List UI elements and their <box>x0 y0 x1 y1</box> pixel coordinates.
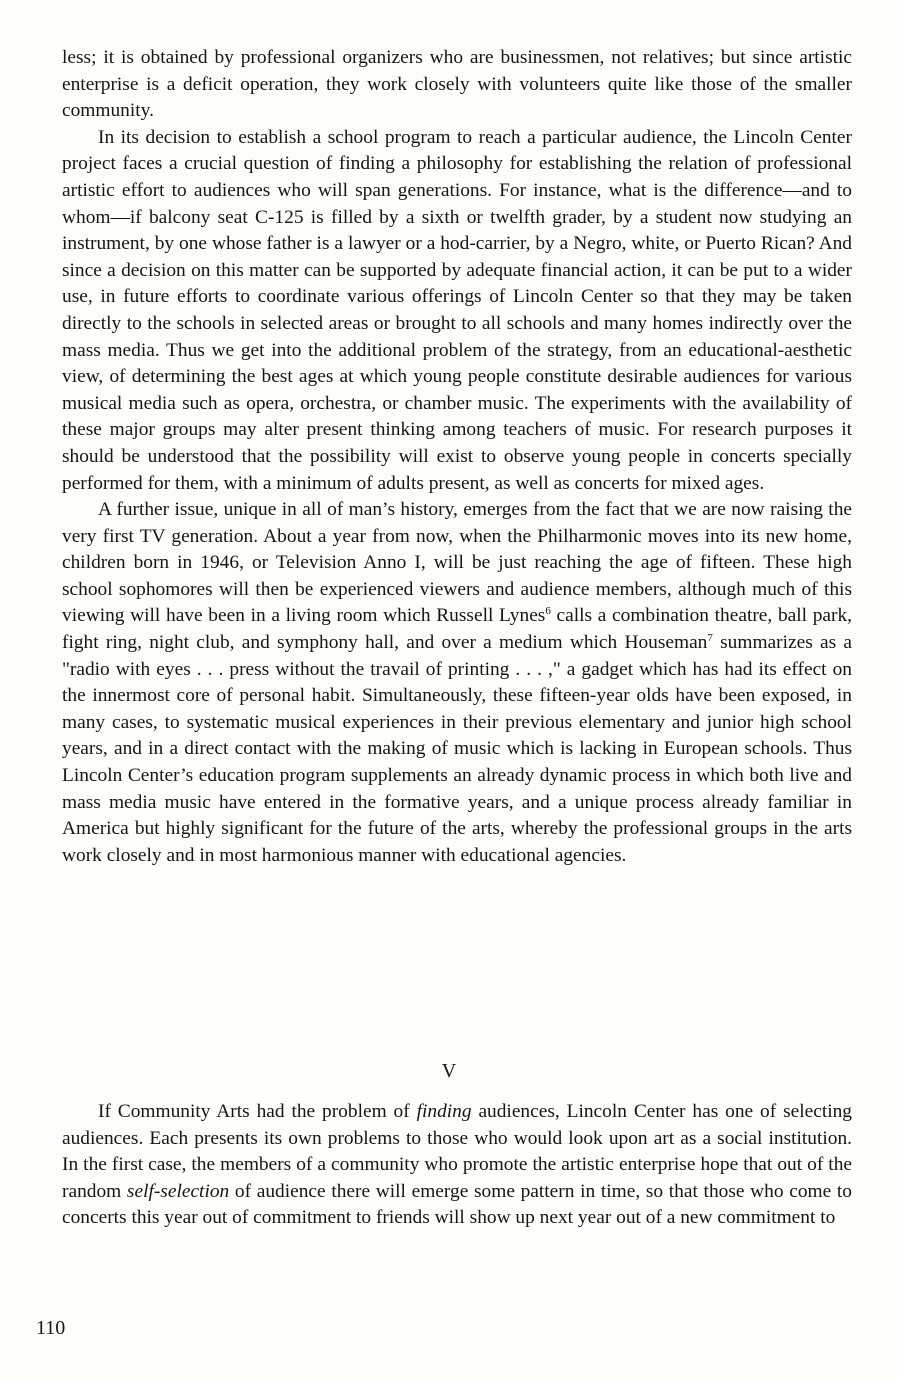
paragraph-selecting-audiences <box>62 1099 852 1232</box>
italic-self-selection: self-selection <box>126 1180 230 1202</box>
italic-finding: finding <box>416 1101 472 1122</box>
section-heading: V <box>441 1060 457 1082</box>
paragraph-selecting-text-b: audiences, Lincoln Center has one of selecting audiences. Each presents its own problems to those who would look upon art as a social institution. In the first case, the members of a community who promote the artistic enterprise hope that out of the random <box>62 1101 852 1202</box>
paragraph-tv-generation <box>62 497 852 869</box>
paragraph-tv-generation-text-b: calls a combination theatre, ball park, fight ring, night club, and symphony hall, and over a medium which Houseman <box>62 605 853 654</box>
footnote-marker-7: 7 <box>707 632 713 645</box>
paragraph-continued: less; it is obtained by professional organizers who are businessmen, not relatives; but since artistic enterprise is a deficit operation, they work closely with volunteers quite like those of the smaller community. <box>62 47 852 122</box>
page-number: 110 <box>36 1317 66 1339</box>
paragraph-tv-generation-text-c: summarizes as a "radio with eyes . . . press without the travail of printing . . . ," a gadget which has had its effect on the innermost core of personal habit. Simultaneously, these fifteen-year olds have been exposed, in many cases, to systematic musical experiences in their previous elementary and junior high school years, and in a direct contact with the making of music which is lacking in European schools. Thus Lincoln Center’s education program supplements an already dynamic process in which both live and mass media music have entered in the formative years, and a unique process already familiar in America but highly significant for the future of the arts, whereby the professional groups in the arts work closely and in most harmonious manner with educational agencies. <box>62 632 853 866</box>
body-text-bottom <box>62 1099 852 1232</box>
paragraph-selecting-text-c: of audience there will emerge some pattern in time, so that those who come to concerts this year out of commitment to friends will show up next year out of a new commitment to <box>62 1180 852 1229</box>
paragraph-school-program: In its decision to establish a school program to reach a particular audience, the Lincoln Center project faces a crucial question of finding a philosophy for establishing the relation of professional artistic effort to audiences who will span generations. For instance, what is the difference—and to whom—if balcony seat C-125 is filled by a sixth or twelfth grader, by a student now studying an instrument, by one whose father is a lawyer or a hod-carrier, by a Negro, white, or Puerto Rican? And since a decision on this matter can be supported by adequate financial action, it can be put to a wider use, in future efforts to coordinate various offerings of Lincoln Center so that they may be taken directly to the schools in selected areas or brought to all schools and many homes indirectly over the mass media. Thus we get into the additional problem of the strategy, from an educational-aesthetic view, of determining the best ages at which young people constitute desirable audiences for various musical media such as opera, orchestra, or chamber music. The experiments with the availability of these major groups may alter present thinking among teachers of music. For research purposes it should be understood that the possibility will exist to observe young people in concerts specially performed for them, with a minimum of adults present, as well as concerts for mixed ages. <box>62 126 852 494</box>
footnote-marker-6: 6 <box>545 605 551 618</box>
paragraph-tv-generation-text-a: A further issue, unique in all of man’s history, emerges from the fact that we are now raising the very first TV generation. About a year from now, when the Philharmonic moves into its new home, children born in 1946, or Television Anno I, will be just reaching the age of fifteen. These high school sophomores will then be experienced viewers and audience members, although much of this viewing will have been in a living room which Russell Lynes <box>62 499 852 627</box>
paragraph-selecting-text-a: If Community Arts had the problem of <box>98 1101 417 1122</box>
body-text-top <box>62 45 852 869</box>
